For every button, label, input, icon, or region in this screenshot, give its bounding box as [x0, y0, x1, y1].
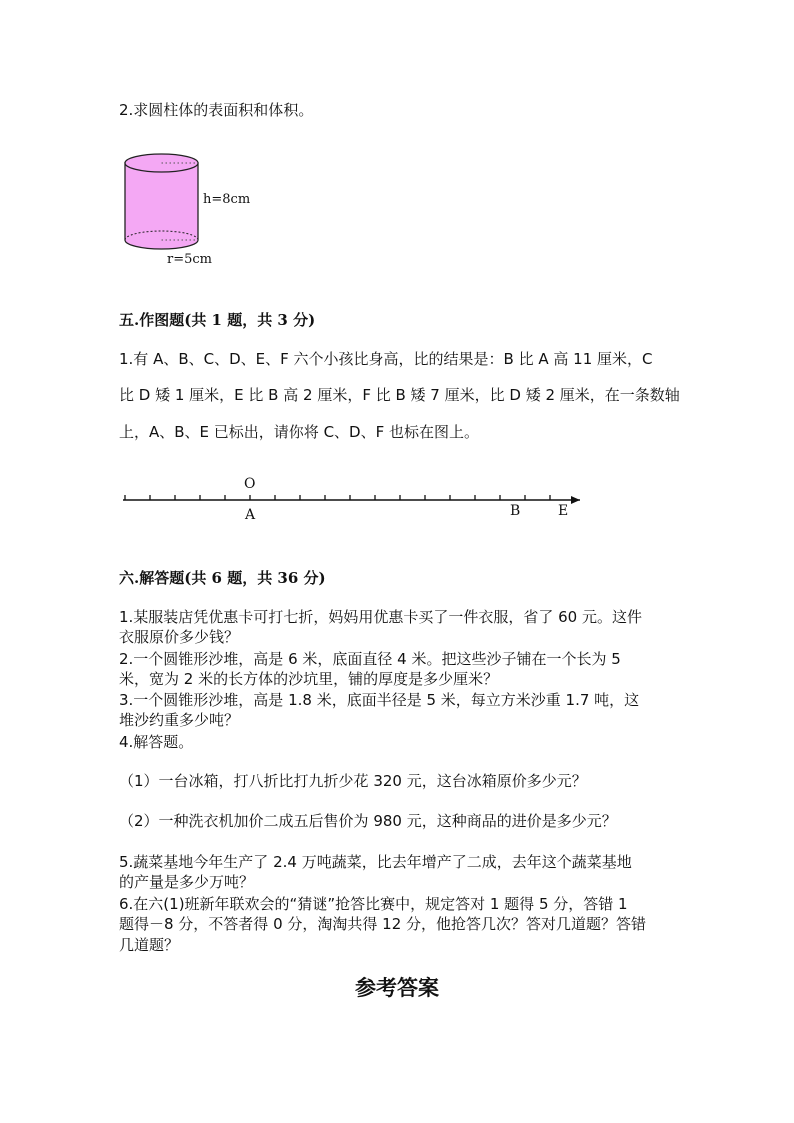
section5-title: 五.作图题(共 1 题，共 3 分): [119, 311, 316, 329]
section6-line6: 堆沙约重多少吨？: [119, 711, 240, 729]
section6-line11: 题得－8 分，不答者得 0 分，淘淘共得 12 分，他抢答几次？答对几道题？答错: [119, 915, 647, 933]
section5-q1-line3: 上，A、B、E 已标出，请你将 C、D、F 也标在图上。: [119, 423, 479, 441]
point-label-e: E: [558, 503, 569, 519]
section6-title: 六.解答题(共 6 题，共 36 分): [119, 569, 326, 587]
section6-line10: 6.在六(1)班新年联欢会的“猜谜”抢答比赛中，规定答对 1 题得 5 分，答错 1: [119, 895, 628, 913]
question-cylinder: 2.求圆柱体的表面积和体积。: [119, 101, 314, 119]
section5-q1-line2: 比 D 矮 1 厘米，E 比 B 高 2 厘米，F 比 B 矮 7 厘米，比 D 矮 2 厘米，在一条数轴: [119, 386, 680, 404]
section6-line4: 米，宽为 2 米的长方体的沙坑里，铺的厚度是多少厘米？: [119, 670, 499, 688]
number-line: [115, 485, 595, 510]
section6-line9: 的产量是多少万吨？: [119, 873, 255, 891]
point-label-b: B: [510, 503, 521, 519]
section6-line8: 5.蔬菜基地今年生产了 2.4 万吨蔬菜，比去年增产了二成，去年这个蔬菜基地: [119, 853, 632, 871]
sub-question-1: （1）一台冰箱，打八折比打九折少花 320 元，这台冰箱原价多少元？: [119, 772, 587, 790]
radius-label: r=5cm: [167, 252, 212, 267]
section6-line3: 2.一个圆锥形沙堆，高是 6 米，底面直径 4 米。把这些沙子铺在一个长为 5: [119, 650, 621, 668]
height-label: h=8cm: [203, 192, 251, 207]
section6-line2: 衣服原价多少钱？: [119, 628, 240, 646]
section5-q1-line1: 1.有 A、B、C、D、E、F 六个小孩比身高，比的结果是：B 比 A 高 11 厘米，C: [119, 350, 653, 368]
axis-arrow: [571, 496, 580, 504]
sub-question-2: （2）一种洗衣机加价二成五后售价为 980 元，这种商品的进价是多少元？: [119, 812, 617, 830]
section6-line5: 3.一个圆锥形沙堆，高是 1.8 米，底面半径是 5 米，每立方米沙重 1.7 吨，这: [119, 691, 640, 709]
section6-line7: 4.解答题。: [119, 733, 194, 751]
section6-line12: 几道题？: [119, 936, 180, 954]
point-label-a: A: [245, 507, 256, 523]
answer-title: 参考答案: [355, 975, 439, 1000]
cylinder-body: [125, 163, 198, 249]
section6-line1: 1.某服装店凭优惠卡可打七折，妈妈用优惠卡买了一件衣服，省了 60 元。这件: [119, 608, 642, 626]
origin-label: O: [244, 476, 256, 492]
